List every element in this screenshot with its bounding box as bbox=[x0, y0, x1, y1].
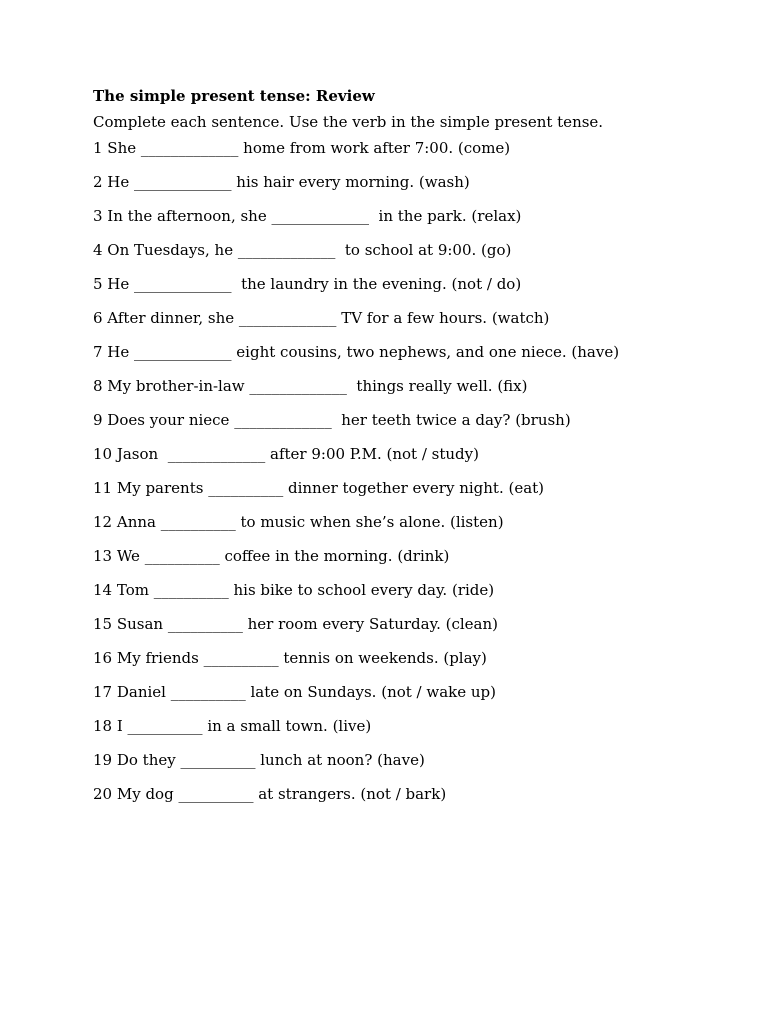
exercise-item: 5 He _____________ the laundry in the evening. (not / do) bbox=[93, 275, 522, 293]
exercise-item: 2 He _____________ his hair every morning. (wash) bbox=[93, 173, 470, 191]
exercise-item: 13 We __________ coffee in the morning. (drink) bbox=[93, 547, 450, 565]
exercise-item: 19 Do they __________ lunch at noon? (have) bbox=[93, 751, 425, 769]
worksheet-page bbox=[93, 86, 733, 818]
exercise-item: 3 In the afternoon, she _____________ in the park. (relax) bbox=[93, 207, 522, 225]
worksheet-instructions: Complete each sentence. Use the verb in the simple present tense. bbox=[93, 113, 604, 131]
exercise-item: 1 She _____________ home from work after 7:00. (come) bbox=[93, 139, 511, 157]
exercise-list bbox=[93, 138, 733, 818]
worksheet-title: The simple present tense: Review bbox=[93, 87, 375, 105]
exercise-item: 10 Jason _____________ after 9:00 P.M. (not / study) bbox=[93, 445, 479, 463]
exercise-item: 11 My parents __________ dinner together every night. (eat) bbox=[93, 479, 545, 497]
exercise-item: 15 Susan __________ her room every Saturday. (clean) bbox=[93, 615, 498, 633]
exercise-item: 6 After dinner, she _____________ TV for a few hours. (watch) bbox=[93, 309, 550, 327]
exercise-item: 12 Anna __________ to music when she’s alone. (listen) bbox=[93, 513, 504, 531]
exercise-item: 8 My brother-in-law _____________ things really well. (fix) bbox=[93, 377, 528, 395]
exercise-item: 20 My dog __________ at strangers. (not / bark) bbox=[93, 785, 447, 803]
exercise-item: 4 On Tuesdays, he _____________ to school at 9:00. (go) bbox=[93, 241, 512, 259]
exercise-item: 9 Does your niece _____________ her teeth twice a day? (brush) bbox=[93, 411, 571, 429]
exercise-item: 17 Daniel __________ late on Sundays. (not / wake up) bbox=[93, 683, 497, 701]
exercise-item: 14 Tom __________ his bike to school every day. (ride) bbox=[93, 581, 495, 599]
exercise-item: 7 He _____________ eight cousins, two nephews, and one niece. (have) bbox=[93, 343, 620, 361]
exercise-item: 16 My friends __________ tennis on weekends. (play) bbox=[93, 649, 487, 667]
exercise-item: 18 I __________ in a small town. (live) bbox=[93, 717, 372, 735]
